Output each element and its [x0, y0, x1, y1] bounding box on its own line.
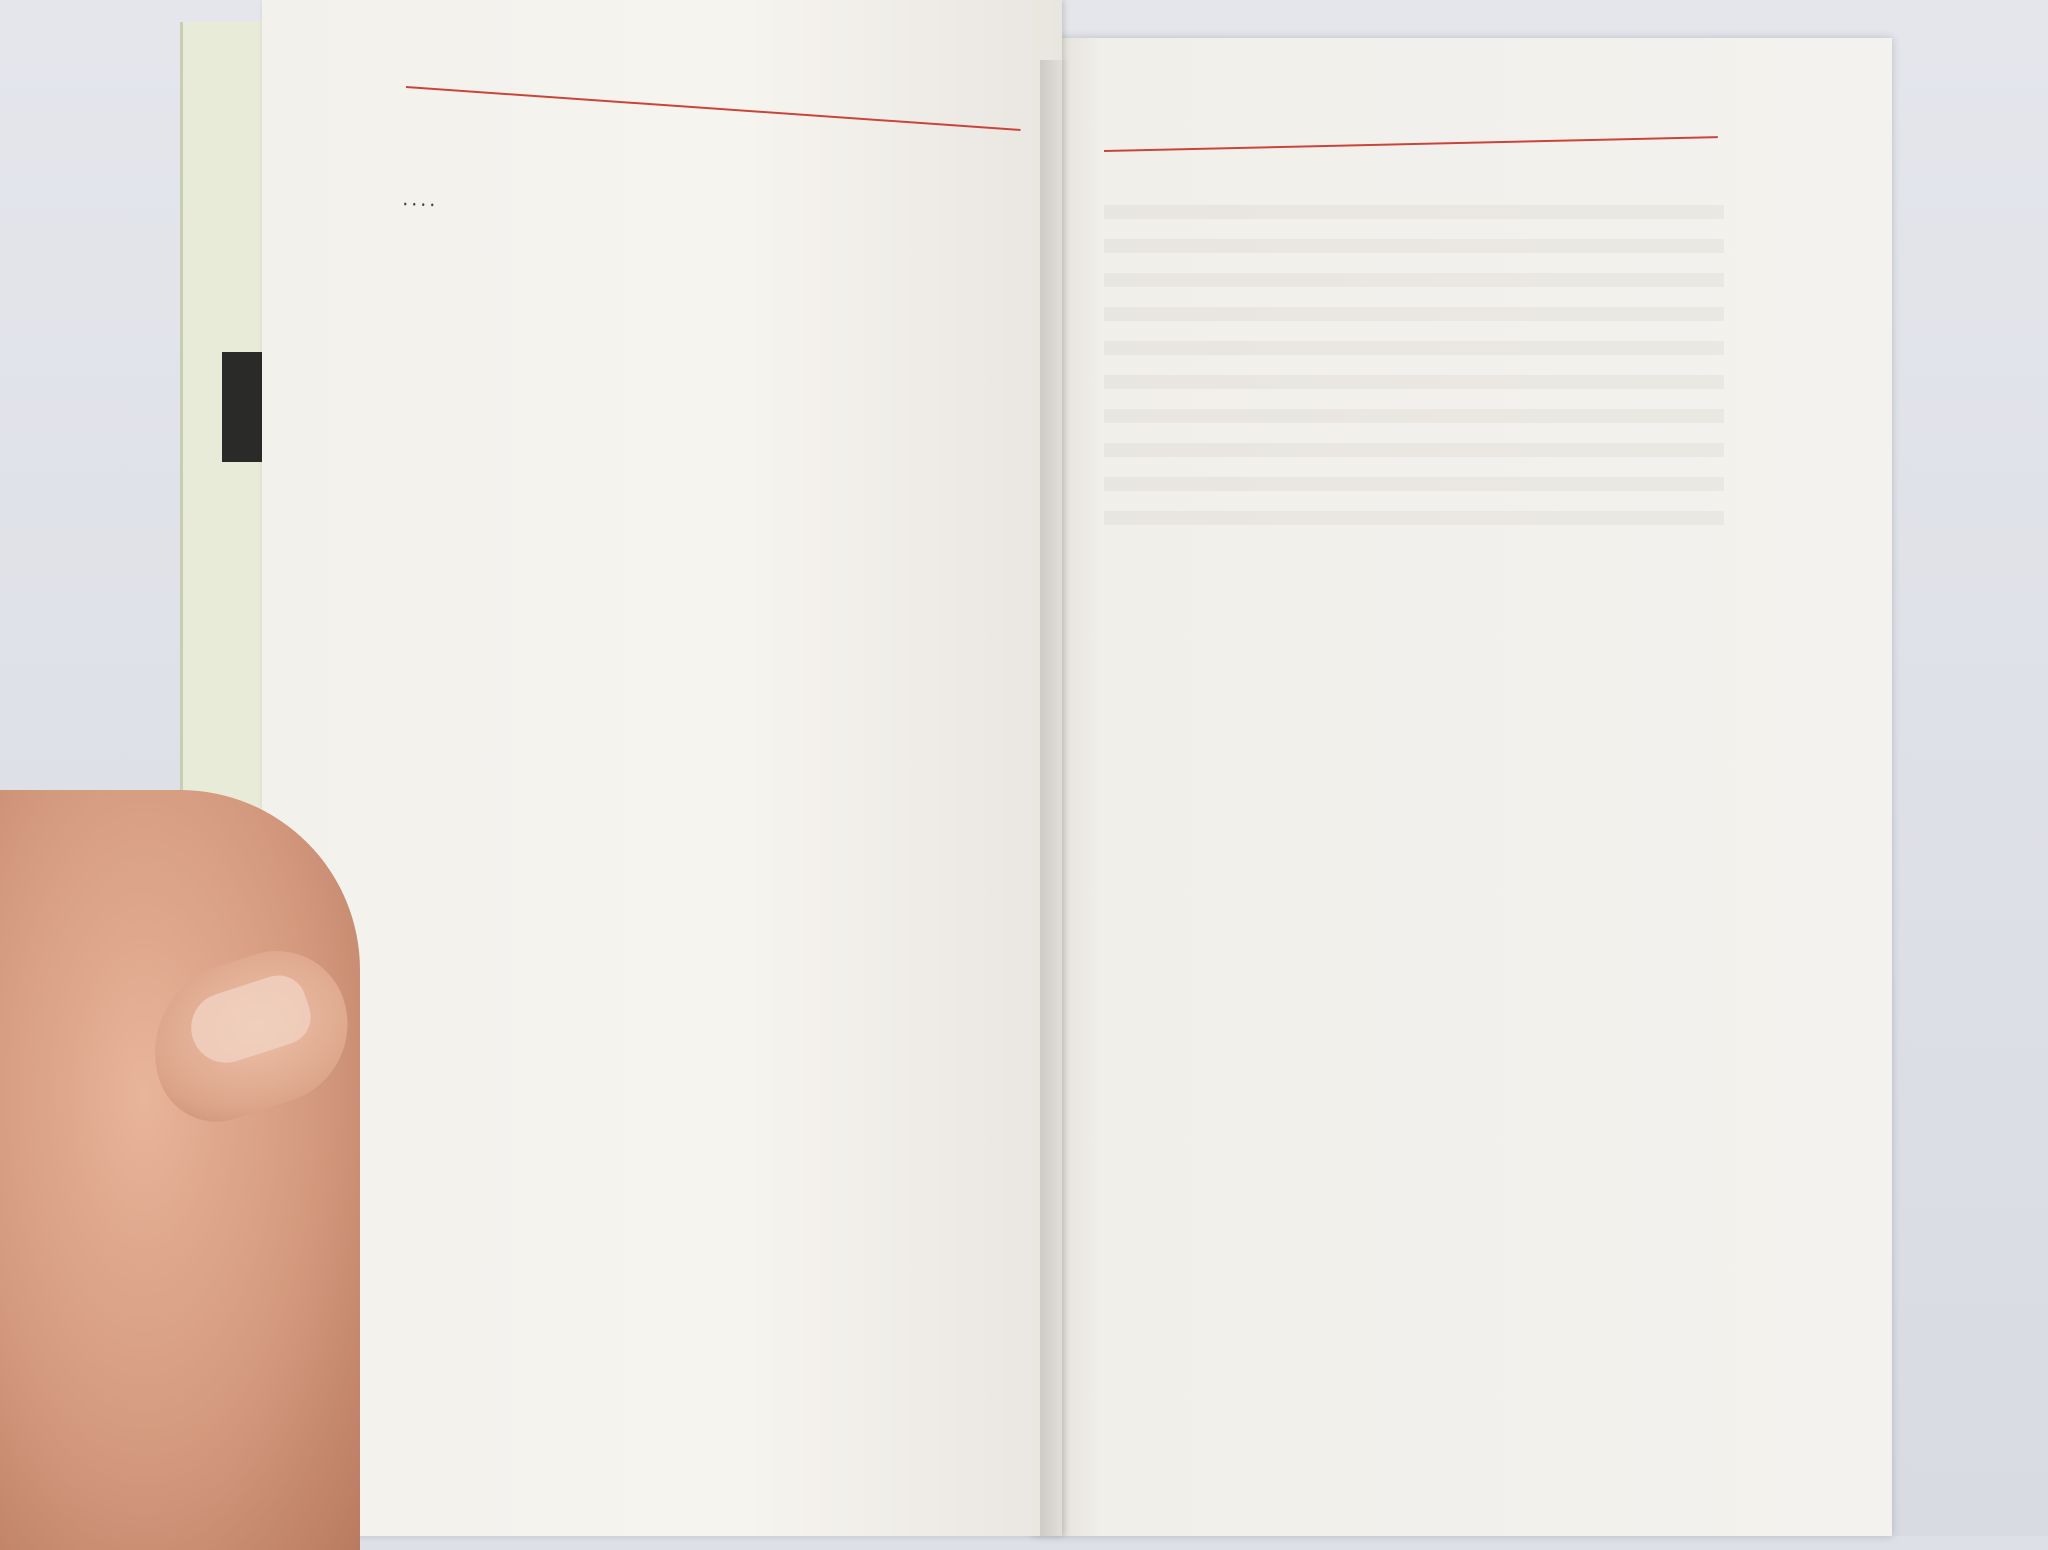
bleed-through-text: [1104, 205, 1724, 525]
hand: [0, 790, 360, 1550]
table-of-contents: [401, 140, 1025, 275]
leader-dots: ....: [402, 184, 440, 213]
book-spine-shadow: [1040, 60, 1070, 1536]
chapter-heading: [402, 176, 911, 231]
